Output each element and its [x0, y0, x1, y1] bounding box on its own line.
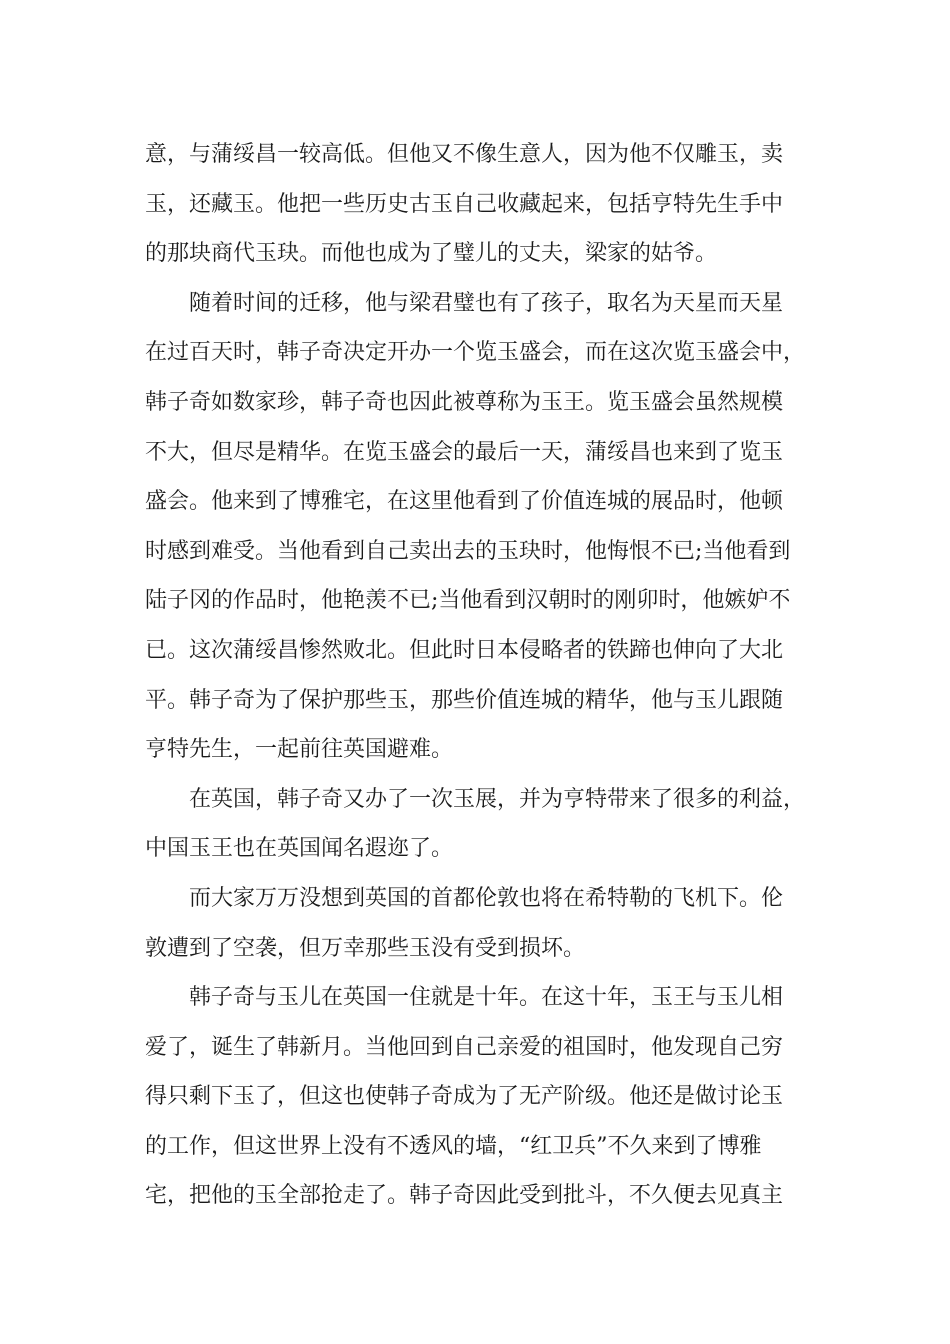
text-line: 陆子冈的作品时，他艳羡不已;当他看到汉朝时的刚卯时，他嫉妒不	[145, 588, 791, 614]
text-line: 而大家万万没想到英国的首都伦敦也将在希特勒的飞机下。伦	[145, 885, 784, 911]
text-line: 中国玉王也在英国闻名遐迩了。	[145, 836, 454, 862]
text-line: 在英国，韩子奇又办了一次玉展，并为亨特带来了很多的利益，	[145, 786, 806, 812]
text-line: 玉，还藏玉。他把一些历史古玉自己收藏起来，包括亨特先生手中	[145, 191, 784, 217]
text-line: 敦遭到了空袭，但万幸那些玉没有受到损坏。	[145, 935, 586, 961]
text-line: 韩子奇与玉儿在英国一住就是十年。在这十年，玉王与玉儿相	[145, 985, 784, 1011]
text-line: 已。这次蒲绥昌惨然败北。但此时日本侵略者的铁蹄也伸向了大北	[145, 637, 784, 663]
text-line: 平。韩子奇为了保护那些玉，那些价值连城的精华，他与玉儿跟随	[145, 687, 784, 713]
text-line: 得只剩下玉了，但这也使韩子奇成为了无产阶级。他还是做讨论玉	[145, 1084, 784, 1110]
text-line: 在过百天时，韩子奇决定开办一个览玉盛会，而在这次览玉盛会中，	[145, 340, 806, 366]
text-line: 的那块商代玉玦。而他也成为了璧儿的丈夫，梁家的姑爷。	[145, 241, 718, 267]
document-body-text	[145, 130, 810, 1221]
text-line: 意，与蒲绥昌一较高低。但他又不像生意人，因为他不仅雕玉，卖	[145, 142, 784, 167]
text-line: 不大，但尽是精华。在览玉盛会的最后一天，蒲绥昌也来到了览玉	[145, 439, 784, 465]
text-line: 亨特先生，一起前往英国避难。	[145, 737, 454, 763]
text-line: 时感到难受。当他看到自己卖出去的玉玦时，他悔恨不已;当他看到	[145, 538, 791, 564]
text-line: 的工作，但这世界上没有不透风的墙，“红卫兵”不久来到了博雅	[145, 1133, 762, 1159]
text-line: 韩子奇如数家珍，韩子奇也因此被尊称为玉王。览玉盛会虽然规模	[145, 389, 784, 415]
text-line: 随着时间的迁移，他与梁君璧也有了孩子，取名为天星而天星	[145, 290, 784, 316]
text-line: 盛会。他来到了博雅宅，在这里他看到了价值连城的展品时，他顿	[145, 489, 784, 515]
text-line: 宅，把他的玉全部抢走了。韩子奇因此受到批斗，不久便去见真主	[145, 1183, 784, 1209]
text-line: 爱了，诞生了韩新月。当他回到自己亲爱的祖国时，他发现自己穷	[145, 1034, 784, 1060]
